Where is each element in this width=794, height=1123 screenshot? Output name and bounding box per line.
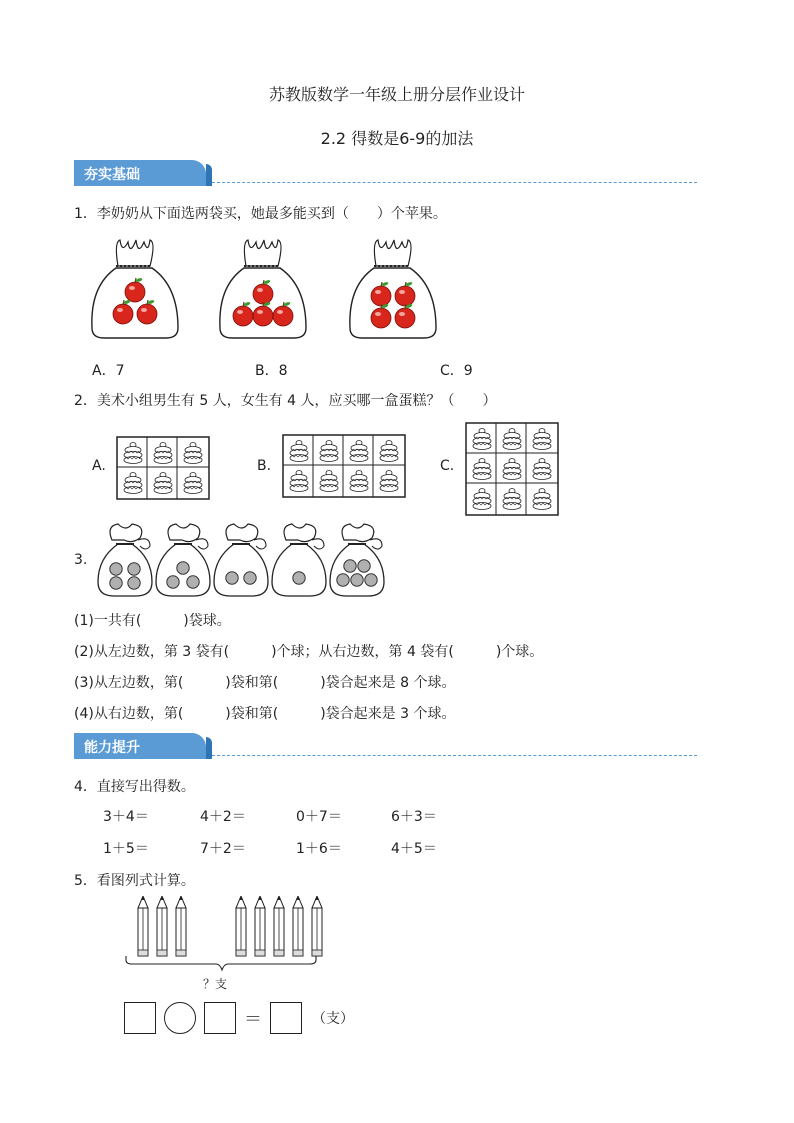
calc-item: 7＋2＝ — [200, 841, 246, 857]
ball-mark — [244, 572, 256, 584]
apple-bag — [350, 240, 436, 338]
ball-mark — [344, 560, 356, 572]
ball-bag — [272, 524, 326, 596]
answer-box[interactable] — [270, 1002, 302, 1034]
apple-bag — [92, 240, 178, 338]
ball-mark — [167, 576, 179, 588]
cake-box-a[interactable] — [116, 436, 210, 500]
pencil-mark — [312, 896, 322, 956]
brace-label: ？支 — [203, 977, 228, 991]
calc-item: 3＋4＝ — [103, 809, 149, 825]
q1-option-b[interactable]: B．8 — [255, 363, 288, 379]
ball-mark — [226, 572, 238, 584]
q1-option-a[interactable]: A．7 — [92, 363, 125, 379]
apple-bag — [220, 240, 306, 338]
cake-box-svg — [116, 436, 210, 500]
ball-bags — [96, 522, 386, 602]
ball-mark — [351, 574, 363, 586]
cake-box-b[interactable] — [282, 434, 406, 498]
pencil-picture — [124, 896, 324, 976]
ball-mark — [365, 574, 377, 586]
q3-line-3: (3)从左边数，第( )袋和第( )袋合起来是 8 个球。 — [74, 675, 456, 691]
calc-item: 1＋6＝ — [296, 841, 342, 857]
question-3-number: 3. — [74, 552, 88, 568]
cake-box-c[interactable] — [465, 422, 559, 516]
pencil-mark — [176, 896, 186, 956]
section-divider — [212, 182, 697, 183]
section-divider — [212, 755, 697, 756]
ball-mark — [293, 572, 305, 584]
apple-bags — [88, 236, 448, 346]
q3-line-1: (1)一共有( )袋球。 — [74, 613, 231, 629]
pencil-mark — [274, 896, 284, 956]
ball-bags-svg — [96, 522, 386, 602]
q2-option-a-label[interactable]: A. — [92, 458, 106, 474]
apple-bags-svg — [88, 236, 448, 346]
q2-option-b-label[interactable]: B. — [257, 458, 272, 474]
ball-mark — [128, 563, 140, 575]
page-title: 苏教版数学一年级上册分层作业设计 — [268, 85, 525, 104]
pencil-mark — [236, 896, 246, 956]
section-banner-advanced — [74, 733, 714, 759]
section-banner-basic — [74, 160, 714, 186]
page-subtitle: 2.2 得数是6-9的加法 — [320, 129, 474, 148]
pencil-mark — [138, 896, 148, 956]
brace — [126, 956, 316, 970]
pencil-mark — [293, 896, 303, 956]
question-2-text: 2．美术小组男生有 5 人，女生有 4 人，应买哪一盒蛋糕？（ ） — [74, 393, 497, 409]
calc-item: 0＋7＝ — [296, 809, 342, 825]
pencil-mark — [157, 896, 167, 956]
question-4-text: 4．直接写出得数。 — [74, 779, 195, 795]
question-1-text: 1．李奶奶从下面选两袋买，她最多能买到（ ）个苹果。 — [74, 206, 447, 222]
pencil-mark — [255, 896, 265, 956]
calc-item: 4＋2＝ — [200, 809, 246, 825]
ball-mark — [337, 574, 349, 586]
ball-mark — [110, 563, 122, 575]
q3-line-4: (4)从右边数，第( )袋和第( )袋合起来是 3 个球。 — [74, 706, 456, 722]
unit-label: （支） — [312, 1011, 354, 1027]
operator-circle[interactable] — [164, 1002, 196, 1034]
section-title-advanced: 能力提升 — [84, 740, 140, 756]
answer-box[interactable] — [124, 1002, 156, 1034]
ball-bag — [330, 524, 384, 596]
ball-mark — [128, 577, 140, 589]
section-title-basic: 夯实基础 — [84, 167, 140, 183]
q2-option-c-label[interactable]: C. — [440, 458, 455, 474]
calc-item: 6＋3＝ — [391, 809, 437, 825]
cake-box-svg — [282, 434, 406, 498]
ball-mark — [187, 576, 199, 588]
ball-bag — [156, 524, 210, 596]
question-5-text: 5．看图列式计算。 — [74, 873, 195, 889]
equation-row — [124, 1002, 354, 1034]
ball-mark — [177, 562, 189, 574]
q3-line-2: (2)从左边数，第 3 袋有( )个球；从右边数，第 4 袋有( )个球。 — [74, 644, 544, 660]
ball-mark — [358, 560, 370, 572]
pencils-svg — [124, 896, 324, 976]
calc-item: 1＋5＝ — [103, 841, 149, 857]
answer-box[interactable] — [204, 1002, 236, 1034]
calc-item: 4＋5＝ — [391, 841, 437, 857]
equals-sign: ＝ — [244, 1009, 262, 1030]
q1-option-c[interactable]: C．9 — [440, 363, 473, 379]
ball-bag — [98, 524, 152, 596]
ball-bag — [214, 524, 268, 596]
cake-box-svg — [465, 422, 559, 516]
ball-mark — [110, 577, 122, 589]
